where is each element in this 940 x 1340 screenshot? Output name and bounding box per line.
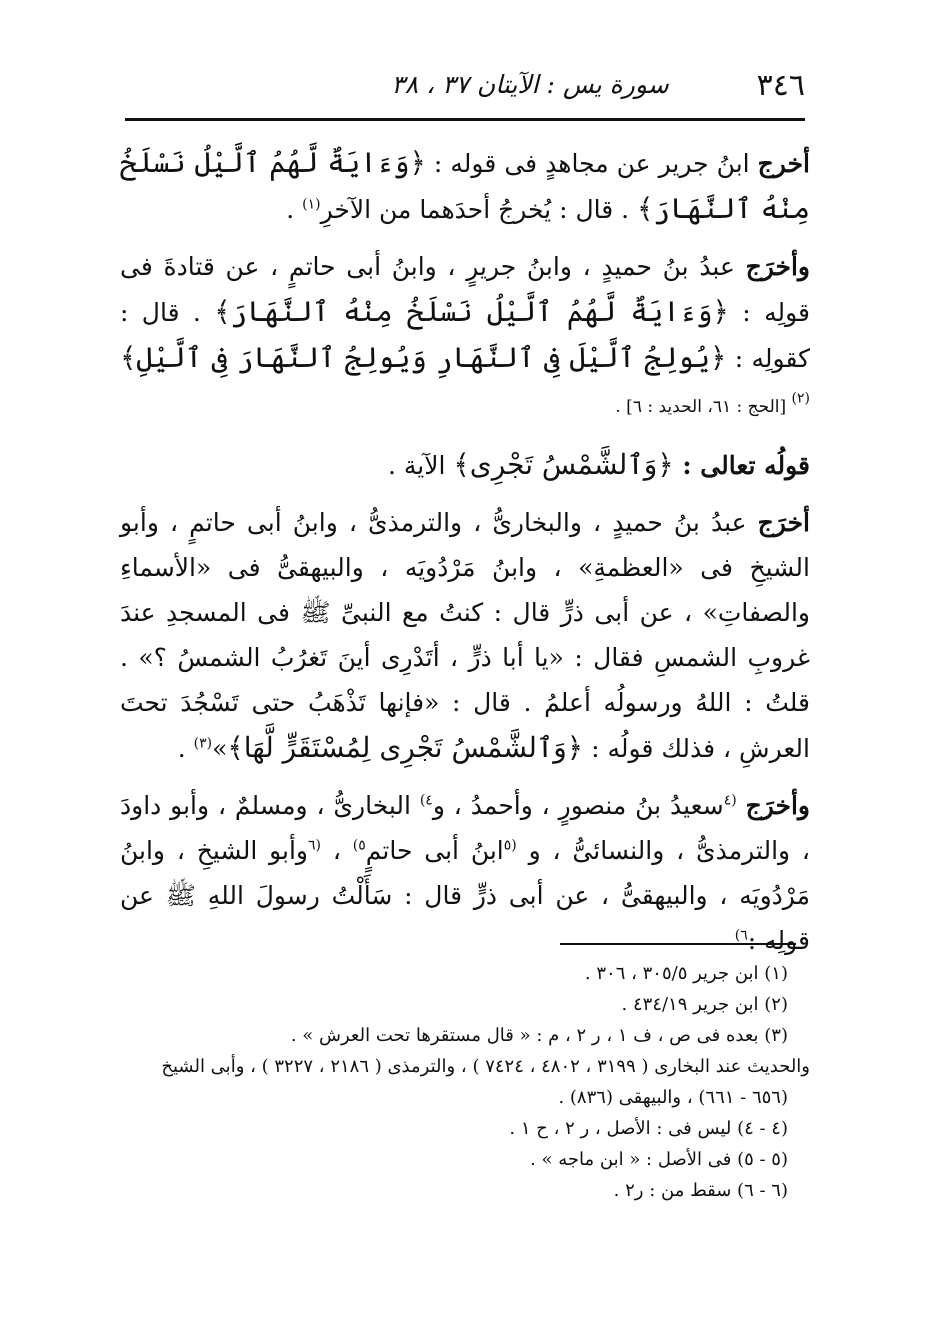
- footnote-ref: (١): [302, 196, 321, 213]
- paragraph-2: [120, 244, 810, 430]
- quran-verse: ﴿يُولِجُ ٱلَّيْلَ فِى ٱلنَّهَارِ وَيُولِجُ ٱلنَّهَارَ فِى ٱلَّيْلِ﴾: [120, 341, 727, 374]
- footnote-ref: ٤): [419, 792, 433, 809]
- footnote-5: (٥ - ٥) فى الأصل : « ابن ماجه » .: [530, 1149, 788, 1170]
- quran-verse: ﴿وَءَايَةٌ لَّهُمُ ٱلَّيْلُ نَسْلَخُ مِنْهُ ٱلنَّهَارَ﴾: [120, 146, 810, 225]
- main-text: [120, 140, 810, 975]
- paragraph-4: [120, 500, 810, 771]
- footnote-6: (٦ - ٦) سقط من : ر٢ .: [613, 1180, 788, 1201]
- header-rule: [125, 118, 805, 121]
- paragraph-text: ابنُ أبى حاتمٍ: [365, 836, 504, 865]
- footnote-ref: (٦: [308, 837, 322, 854]
- paragraph-lead: أخرَج: [757, 508, 810, 537]
- paragraph-text: عبدُ بنُ حميدٍ ، وابنُ جريرٍ ، وابنُ أبى حاتمٍ ، عن قتادةَ فى قولِه :: [120, 252, 810, 327]
- page-header: [125, 62, 805, 112]
- paragraph-text: الآية .: [387, 451, 454, 480]
- paragraph-text: .: [286, 195, 303, 224]
- paragraph-text: »: [212, 734, 228, 763]
- paragraph-text: سعيدُ بنُ منصورٍ ، وأحمدُ ، و: [432, 791, 724, 820]
- paragraph-text: .: [177, 734, 194, 763]
- footnote-rule: [560, 943, 796, 945]
- paragraph-3: [120, 442, 810, 488]
- footnote-2: (٢) ابن جرير ٤٣٤/١٩ .: [621, 994, 788, 1015]
- section-heading: قولُه تعالى :: [673, 451, 810, 480]
- running-title: سورة يس : الآيتان ٣٧ ، ٣٨: [391, 70, 669, 99]
- paragraph-5: [120, 783, 810, 963]
- quran-verse: ﴿وَٱلشَّمْسُ تَجْرِى﴾: [453, 448, 674, 481]
- paragraph-text: . قال : يُخرجُ أحدَهما من الآخرِ: [320, 195, 638, 224]
- paragraph-text: . قال : كقولِه :: [120, 298, 810, 373]
- paragraph-lead: وأخرَج: [745, 252, 810, 281]
- verse-reference: [الحج : ٦١، الحديد : ٦] .: [615, 397, 792, 417]
- paragraph-text: البخارىُّ ، ومسلمٌ ، وأبو داودَ ، والترمذىُّ ، والنسائىُّ ، و: [120, 791, 810, 865]
- paragraph-text: ابنُ جرير عن مجاهدٍ فى قوله :: [425, 149, 758, 178]
- paragraph-text: ،: [321, 836, 353, 865]
- quran-verse: ﴿وَءَايَةٌ لَّهُمُ ٱلَّيْلُ نَسْلَخُ مِنْهُ ٱلنَّهَارَ﴾: [214, 295, 729, 328]
- paragraph-lead: وأخرَج: [745, 791, 810, 820]
- page-number: ٣٤٦: [756, 68, 805, 103]
- footnote-ref: ٥): [352, 837, 366, 854]
- paragraph-1: [120, 140, 810, 232]
- footnote-3-continuation: والحديث عند البخارى ( ٣١٩٩ ، ٤٨٠٢ ، ٧٤٢٤ ) ، والترمذى ( ٢١٨٦ ، ٣٢٢٧ ) ، وأبى الشيخ: [161, 1056, 810, 1077]
- paragraph-lead: أخرج: [757, 149, 810, 178]
- quran-verse: ﴿وَٱلشَّمْسُ تَجْرِى لِمُسْتَقَرٍّ لَّهَا﴾: [227, 731, 584, 764]
- footnote-ref: (٢): [791, 390, 810, 407]
- footnote-ref: ٦): [734, 927, 748, 944]
- footnote-4: (٤ - ٤) ليس فى : الأصل ، ر ٢ ، ح ١ .: [509, 1118, 788, 1139]
- paragraph-text: عبدُ بنُ حميدٍ ، والبخارىُّ ، والترمذىُّ ، وابنُ أبى حاتمٍ ، وأبو الشيخِ فى «العظمةِ» ، وابنُ مَرْدُويَه ، والبيهقىُّ فى «الأسماءِ والصفاتِ» ، عن أبى ذرٍّ قال : كنتُ مع النبىِّ ﷺ فى المسجدِ عندَ غروبِ الشمسِ فقال : «يا أبا ذرٍّ ، أتَدْرِى أينَ تَغرُبُ الشمسُ ؟» . قلتُ : اللهُ ورسولُه أعلمُ . قال : «فإنها تَذْهَبُ حتى تَسْجُدَ تحتَ العرشِ ، فذلك قولُه :: [120, 508, 810, 763]
- footnote-3: (٣) بعده فى ص ، ف ١ ، ر ٢ ، م : « قال مستقرها تحت العرش » .: [290, 1025, 788, 1046]
- footnotes: [110, 958, 810, 1206]
- footnote-ref: (٥: [503, 837, 517, 854]
- footnote-ref: (٤: [723, 792, 737, 809]
- footnote-ref: (٣): [193, 735, 213, 752]
- footnote-3-continuation: (٦٥٦ - ٦٦١) ، والبيهقى (٨٣٦) .: [558, 1087, 788, 1108]
- paragraph-text: وأبو الشيخِ ، وابنُ مَرْدُويَه ، والبيهقىُّ ، عن أبى ذرٍّ قال : سَأَلْتُ رسولَ اللهِ ﷺ عن قولِه :: [120, 836, 810, 955]
- footnote-1: (١) ابن جرير ٣٠٥/٥ ، ٣٠٦ .: [584, 963, 788, 984]
